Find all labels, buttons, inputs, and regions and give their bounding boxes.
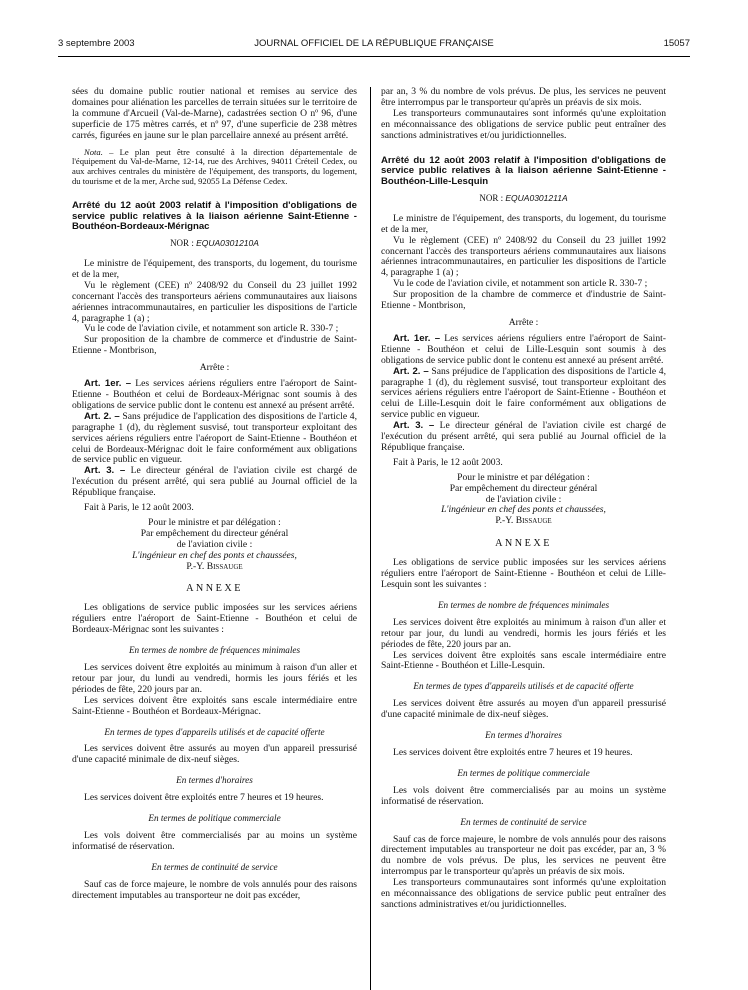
section-heading: En termes de types d'appareils utilisés et de capacité offerte <box>104 726 325 737</box>
section-heading: En termes de nombre de fréquences minimales <box>437 599 610 610</box>
arrete-heading: Arrête : <box>508 316 539 328</box>
journal-title: JOURNAL OFFICIEL DE LA RÉPUBLIQUE FRANÇAISE <box>254 38 494 49</box>
nor-reference: NOR : EQUA0301211A <box>479 192 568 203</box>
signatory-name: P.-Y. Bissauge <box>495 515 552 527</box>
visa-proposal: Sur proposition de la chambre de commerce et d'industrie de Saint-Etienne - Montbrison, <box>72 334 357 357</box>
left-column: sées du domaine public routier national et remises au service des domaines pour aliénation les parcelles de terrain situées sur le territoire de la commune d'Arcueil (Val-de-Marne), cadastrées section O nº 96, d'une superficie de 175 mètres carrés, et nº 97, d'une superficie de 238 mètres carrés, figurées en jaune sur le plan parcellaire annexé au présent arrêté. Nota. – Le plan peut être consulté à la direction départementale de l'équipement du Val-de-Marne, 12-14, rue des Archives, 94011 Créteil Cedex, ou aux archives centrales du ministère de l'équipement, des transports, du logement, du tourisme et de la mer, Arche sud, 92055 La Défense Cedex. Arrêté du 12 août 2003 relatif à l'imposition d'obligations de service public relatives à la liaison aérienne Saint-Etienne - Bouthéon-Bordeaux-Mérignac NOR : EQUA0301210A Le ministre de l'équipement, des transports, du logement, du tourisme et de la mer, Vu le règlement (CEE) nº 2408/92 du Conseil du 23 juillet 1992 concernant l'accès des transporteurs aériens communautaires aux liaisons aériennes intracommunautaires, en particulier les dispositions de l'article 4, paragraphe 1 (a) ; Vu le code de l'aviation civile, et notamment son article R. 330-7 ; Sur proposition de la chambre de commerce et d'industrie de Saint-Etienne - Montbrison, Arrête : Art. 1er. – Les services aériens réguliers entre l'aéroport de Saint-Etienne - Bouthéon et celui de Bordeaux-Mérignac sont soumis à des obligations de service public dont le contenu est annexé au présent arrêté. Art. 2. – Sans préjudice de l'application des dispositions de l'article 4, paragraphe 1 (d), du règlement susvisé, tout transporteur exploitant des services aériens réguliers entre l'aéroport de Saint-Etienne - Bouthéon et celui de Bordeaux-Mérignac doit le faire conformément aux obligations de service public en vigueur. Art. 3. – Le directeur général de l'aviation civile est chargé de l'exécution du présent arrêté, qui sera publié au Journal officiel de la République française. Fait à Paris, le 12 août 2003. Pour le ministre et par délégation : Par empêchement du directeur général de l'aviation civile : L'ingénieur en chef des ponts et chaussées, P.-Y. Bissauge ANNEXE Les obligations de service public imposées sur les services aériens réguliers entre l'aéroport de Saint-Etienne - Bouthéon et celui de Bordeaux-Mérignac sont les suivantes : En termes de nombre de fréquences minimales Les services doivent être exploités au minimum à raison d'un aller et retour par jour, du lundi au vendredi, hormis les jours fériés et les périodes de fête, 220 jours par an. Les services doivent être exploités sans escale intermédiaire entre Saint-Etienne - Bouthéon et Bordeaux-Mérignac. En termes de types d'appareils utilisés et de capacité offerte Les services doivent être assurés au moyen d'un appareil pressurisé d'une capacité minimale de dix-neuf sièges. En termes d'horaires Les services doivent être exploités entre 7 heures et 19 heures. En termes de politique commerciale Les vols doivent être commercialisés par au moins un système informatisé de réservation. En termes de continuité de service Sauf cas de force majeure, le nombre de vols annulés pour des raisons directement imputables au transporteur ne doit pas excéder, <box>72 87 357 901</box>
visa-minister: Le ministre de l'équipement, des transports, du logement, du tourisme et de la mer, <box>381 212 666 235</box>
continued-paragraph: par an, 3 % du nombre de vols prévus. De plus, les services ne peuvent être interrompus par le transporteur qu'après un préavis de six mois. <box>381 87 666 108</box>
decree-title: Arrêté du 12 août 2003 relatif à l'imposition d'obligations de service public relatives à la liaison aérienne Saint-Etienne - Bouthéon-Lille-Lesquin <box>381 154 666 188</box>
decree-title: Arrêté du 12 août 2003 relatif à l'imposition d'obligations de service public relatives à la liaison aérienne Saint-Etienne - Bouthéon-Bordeaux-Mérignac <box>72 199 357 233</box>
visa-regulation: Vu le règlement (CEE) nº 2408/92 du Conseil du 23 juillet 1992 concernant l'accès des transporteurs aériens communautaires aux liaisons aériennes intracommunautaires, en particulier les dispositions de l'article 4, paragraphe 1 (a) ; <box>381 234 666 279</box>
annexe-intro: Les obligations de service public imposées sur les services aériens réguliers entre l'aéroport de Saint-Etienne - Bouthéon et celui de Lille-Lesquin sont les suivantes : <box>381 557 666 591</box>
nor-code: EQUA0301210A <box>196 238 259 249</box>
article-3: Art. 3. – Le directeur général de l'aviation civile est chargé de l'exécution du présent arrêté, qui sera publié au Journal officiel de la République française. <box>72 465 357 499</box>
article-2: Art. 2. – Sans préjudice de l'application des dispositions de l'article 4, paragraphe 1 (d), du règlement susvisé, tout transporteur exploitant des services aériens réguliers entre l'aéroport de Saint-Etienne - Bouthéon et celui de Bordeaux-Mérignac doit le faire conformément aux obligations de service public en vigueur. <box>72 410 357 466</box>
visa-code: Vu le code de l'aviation civile, et notamment son article R. 330-7 ; <box>84 323 339 335</box>
section-heading: En termes de continuité de service <box>460 816 587 827</box>
section-heading: En termes de nombre de fréquences minimales <box>128 645 301 656</box>
signature-date: Fait à Paris, le 12 août 2003. <box>393 456 503 468</box>
annexe-intro: Les obligations de service public imposées sur les services aériens réguliers entre l'aéroport de Saint-Etienne - Bouthéon et celui de Bordeaux-Mérignac sont les suivantes : <box>72 602 357 636</box>
signature-block: Pour le ministre et par délégation : Par empêchement du directeur général de l'aviation civile : L'ingénieur en chef des ponts et chaussées, P.-Y. Bissauge <box>381 473 666 528</box>
visa-regulation: Vu le règlement (CEE) nº 2408/92 du Conseil du 23 juillet 1992 concernant l'accès des transporteurs aériens communautaires aux liaisons aériennes intracommunautaires, en particulier les dispositions de l'article 4, paragraphe 1 (a) ; <box>72 279 357 324</box>
signature-block: Pour le ministre et par délégation : Par empêchement du directeur général de l'aviation civile : L'ingénieur en chef des ponts et chaussées, P.-Y. Bissauge <box>72 518 357 573</box>
section-heading: En termes de politique commerciale <box>148 813 281 824</box>
visa-code: Vu le code de l'aviation civile, et notamment son article R. 330-7 ; <box>393 278 648 290</box>
note <box>72 148 357 187</box>
article-1: Art. 1er. – Les services aériens réguliers entre l'aéroport de Saint-Etienne - Bouthéon et celui de Bordeaux-Mérignac sont soumis à des obligations de service public dont le contenu est annexé au présent arrêté. <box>72 378 357 411</box>
issue-date: 3 septembre 2003 <box>58 38 135 49</box>
section-heading: En termes de types d'appareils utilisés et de capacité offerte <box>413 681 634 692</box>
section-heading: En termes de continuité de service <box>151 861 278 872</box>
note-text: – Le plan peut être consulté à la direction départementale de l'équipement du Val-de-Marne, 12-14, rue des Archives, 94011 Créteil Cedex, ou aux archives centrales du ministère de l'équipement, des transports, du logement, du tourisme et de la mer, Arche sud, 92055 La Défense Cedex. <box>72 146 357 186</box>
article-2: Art. 2. – Sans préjudice de l'application des dispositions de l'article 4, paragraphe 1 (d), du règlement susvisé, tout transporteur exploitant des services aériens réguliers entre l'aéroport de Saint-Etienne - Bouthéon et celui de Lille-Lesquin doit le faire conformément aux obligations de service public en vigueur. <box>381 365 666 421</box>
section-heading: En termes d'horaires <box>485 730 562 741</box>
signatory-name: P.-Y. Bissauge <box>186 560 243 572</box>
section-heading: En termes de politique commerciale <box>457 767 590 778</box>
column-divider <box>370 87 371 990</box>
page-number: 15057 <box>663 38 690 49</box>
arrete-heading: Arrête : <box>199 362 230 374</box>
nor-reference: NOR : EQUA0301210A <box>170 238 259 249</box>
page-header <box>58 39 690 53</box>
annexe-heading: ANNEXE <box>186 583 243 595</box>
visa-minister: Le ministre de l'équipement, des transports, du logement, du tourisme et de la mer, <box>72 258 357 280</box>
continued-paragraph: sées du domaine public routier national et remises au service des domaines pour aliénation les parcelles de terrain situées sur le territoire de la commune d'Arcueil (Val-de-Marne), cadastrées section O nº 96, d'une superficie de 175 mètres carrés, et nº 97, d'une superficie de 238 mètres carrés, figurées en jaune sur le plan parcellaire annexé au présent arrêté. <box>72 87 357 141</box>
header-rule <box>58 56 690 57</box>
article-3: Art. 3. – Le directeur général de l'aviation civile est chargé de l'exécution du présent arrêté, qui sera publié au Journal officiel de la République française. <box>381 420 666 453</box>
note-label: Nota. <box>84 146 103 157</box>
right-column: par an, 3 % du nombre de vols prévus. De plus, les services ne peuvent être interrompus par le transporteur qu'après un préavis de six mois. Les transporteurs communautaires sont informés qu'une exploitation en méconnaissance des obligations de service public peut entraîner des sanctions administratives et/ou juridictionnelles. Arrêté du 12 août 2003 relatif à l'imposition d'obligations de service public relatives à la liaison aérienne Saint-Etienne - Bouthéon-Lille-Lesquin NOR : EQUA0301211A Le ministre de l'équipement, des transports, du logement, du tourisme et de la mer, Vu le règlement (CEE) nº 2408/92 du Conseil du 23 juillet 1992 concernant l'accès des transporteurs aériens communautaires aux liaisons aériennes intracommunautaires, en particulier les dispositions de l'article 4, paragraphe 1 (a) ; Vu le code de l'aviation civile, et notamment son article R. 330-7 ; Sur proposition de la chambre de commerce et d'industrie de Saint-Etienne - Montbrison, Arrête : Art. 1er. – Les services aériens réguliers entre l'aéroport de Saint-Etienne - Bouthéon et celui de Lille-Lesquin sont soumis à des obligations de service public dont le contenu est annexé au présent arrêté. Art. 2. – Sans préjudice de l'application des dispositions de l'article 4, paragraphe 1 (d), du règlement susvisé, tout transporteur exploitant des services aériens réguliers entre l'aéroport de Saint-Etienne - Bouthéon et celui de Lille-Lesquin doit le faire conformément aux obligations de service public en vigueur. Art. 3. – Le directeur général de l'aviation civile est chargé de l'exécution du présent arrêté, qui sera publié au Journal officiel de la République française. Fait à Paris, le 12 août 2003. Pour le ministre et par délégation : Par empêchement du directeur général de l'aviation civile : L'ingénieur en chef des ponts et chaussées, P.-Y. Bissauge ANNEXE Les obligations de service public imposées sur les services aériens réguliers entre l'aéroport de Saint-Etienne - Bouthéon et celui de Lille-Lesquin sont les suivantes : En termes de nombre de fréquences minimales Les services doivent être exploités au minimum à raison d'un aller et retour par jour, du lundi au vendredi, hormis les jours fériés et les périodes de fête, 220 jours par an. Les services doivent être exploités sans escale intermédiaire entre Saint-Etienne - Bouthéon et Lille-Lesquin. En termes de types d'appareils utilisés et de capacité offerte Les services doivent être assurés au moyen d'un appareil pressurisé d'une capacité minimale de dix-neuf sièges. En termes d'horaires Les services doivent être exploités entre 7 heures et 19 heures. En termes de politique commerciale Les vols doivent être commercialisés par au moins un système informatisé de réservation. En termes de continuité de service Sauf cas de force majeure, le nombre de vols annulés pour des raisons directement imputables au transporteur ne doit pas excéder, par an, 3 % du nombre de vols prévus. De plus, les services ne peuvent être interrompus par le transporteur qu'après un préavis de six mois. Les transporteurs communautaires sont informés qu'une exploitation en méconnaissance des obligations de service public peut entraîner des sanctions administratives et/ou juridictionnelles. <box>381 87 666 910</box>
article-1: Art. 1er. – Les services aériens réguliers entre l'aéroport de Saint-Etienne - Bouthéon et celui de Lille-Lesquin sont soumis à des obligations de service public dont le contenu est annexé au présent arrêté. <box>381 332 666 366</box>
section-heading: En termes d'horaires <box>176 775 253 786</box>
annexe-heading: ANNEXE <box>495 538 552 550</box>
nor-code: EQUA0301211A <box>505 192 568 203</box>
visa-proposal: Sur proposition de la chambre de commerce et d'industrie de Saint-Etienne - Montbrison, <box>381 289 666 312</box>
signature-date: Fait à Paris, le 12 août 2003. <box>84 502 194 514</box>
